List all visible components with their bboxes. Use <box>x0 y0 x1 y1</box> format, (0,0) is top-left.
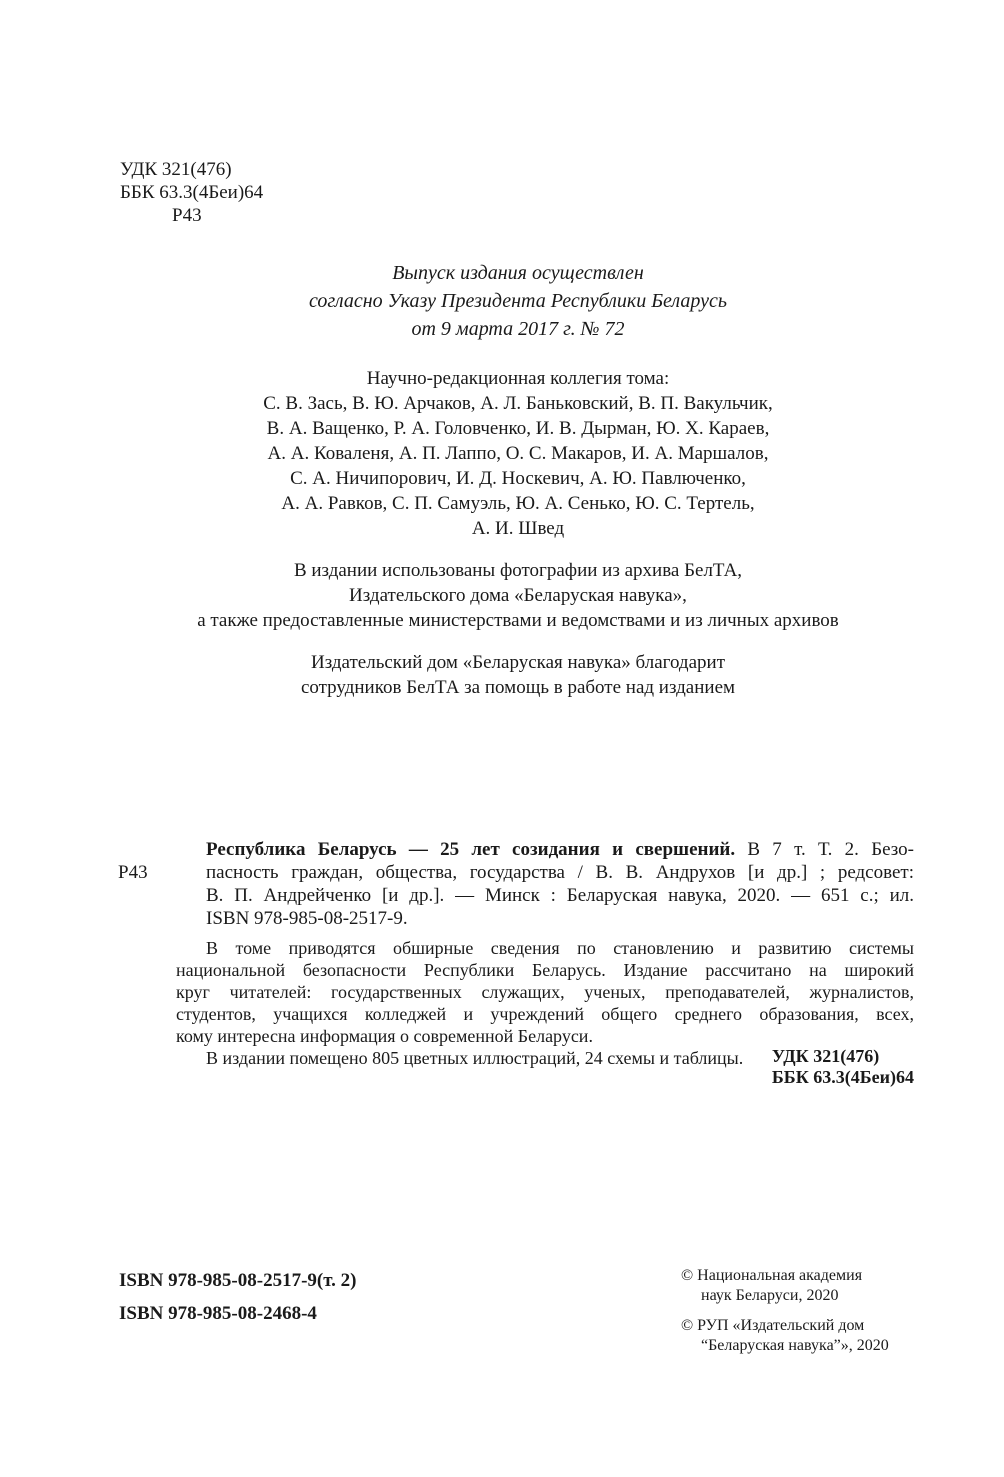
card-line: пасность граждан, общества, государства / В. В. Андрухов [и др.] ; редсовет: <box>206 862 914 883</box>
annotation-line: В томе приводятся обширные сведения по становлению и развитию системы <box>206 938 914 958</box>
copyright-publisher-cont: “Беларуская навука”», 2020 <box>701 1337 889 1354</box>
thanks-line: сотрудников БелТА за помощь в работе над изданием <box>300 677 736 698</box>
card-line: В. П. Андрейченко [и др.]. — Минск : Беларуская навука, 2020. — 651 с.; ил. <box>206 885 914 906</box>
bbk-code: ББК 63.3(4Беи)64 <box>120 182 264 203</box>
editorial-board <box>60 366 976 541</box>
classification-codes <box>120 158 263 227</box>
board-line: А. И. Швед <box>471 518 565 539</box>
credits-line: В издании использованы фотографии из архива БелТА, <box>293 560 743 581</box>
credits-line: Издательского дома «Беларуская навука», <box>349 585 687 606</box>
credits-line: а также предоставленные министерствами и ведомствами и из личных архивов <box>197 610 839 631</box>
udk-code: УДК 321(476) <box>771 1046 880 1066</box>
isbn-volume: ISBN 978-985-08-2517-9(т. 2) <box>119 1270 357 1291</box>
book-title: Республика Беларусь — 25 лет созидания и свершений. <box>206 839 736 860</box>
edition-note <box>60 259 976 343</box>
annotation-line: национальной безопасности Республики Беларусь. Издание рассчитано на широкий <box>176 960 914 980</box>
annotation-line: студентов, учащихся колледжей и учреждений общего среднего образования, всех, <box>176 1004 914 1024</box>
card-line: ISBN 978-985-08-2517-9. <box>206 908 408 929</box>
isbn-set: ISBN 978-985-08-2468-4 <box>119 1303 317 1324</box>
edition-note-line: Выпуск издания осуществлен <box>392 262 644 284</box>
isbn-block <box>119 1264 356 1330</box>
annotation-line: круг читателей: государственных служащих, ученых, преподавателей, журналистов, <box>176 982 914 1002</box>
annotation-line: кому интересна информация о современной Беларуси. <box>176 1026 593 1046</box>
acknowledgement <box>60 650 976 700</box>
card-author-mark: Р43 <box>118 862 148 883</box>
copyright-academy: © Национальная академия <box>681 1267 863 1284</box>
photo-credits <box>60 558 976 633</box>
board-heading: Научно-редакционная коллегия тома: <box>366 368 670 389</box>
copyright-academy-cont: наук Беларуси, 2020 <box>701 1287 839 1304</box>
board-line: А. А. Равков, С. П. Самуэль, Ю. А. Сенько, Ю. С. Тертель, <box>281 493 755 514</box>
catalog-card <box>118 838 914 930</box>
volume-info: В 7 т. Т. 2. Безо- <box>747 839 914 860</box>
thanks-line: Издательский дом «Беларуская навука» благодарит <box>310 652 725 673</box>
edition-note-line: согласно Указу Президента Республики Беларусь <box>309 290 727 312</box>
classification-codes-right <box>772 1046 914 1088</box>
board-line: В. А. Ващенко, Р. А. Головченко, И. В. Дырман, Ю. Х. Караев, <box>266 418 770 439</box>
card-title-line <box>118 838 914 861</box>
board-line: С. В. Зась, В. Ю. Арчаков, А. Л. Баньковский, В. П. Вакульчик, <box>263 393 773 414</box>
udk-code: УДК 321(476) <box>120 159 232 180</box>
author-mark: Р43 <box>172 205 202 226</box>
bbk-code: ББК 63.3(4Беи)64 <box>771 1067 914 1087</box>
copyright-publisher: © РУП «Издательский дом <box>681 1317 865 1334</box>
board-line: А. А. Коваленя, А. П. Лаппо, О. С. Макаров, И. А. Маршалов, <box>267 443 769 464</box>
illustrations-note: В издании помещено 805 цветных иллюстраций, 24 схемы и таблицы. <box>206 1048 744 1068</box>
edition-note-line: от 9 марта 2017 г. № 72 <box>411 318 625 340</box>
copyright-block <box>681 1266 889 1356</box>
board-line: С. А. Ничипорович, И. Д. Носкевич, А. Ю. Павлюченко, <box>290 468 746 489</box>
